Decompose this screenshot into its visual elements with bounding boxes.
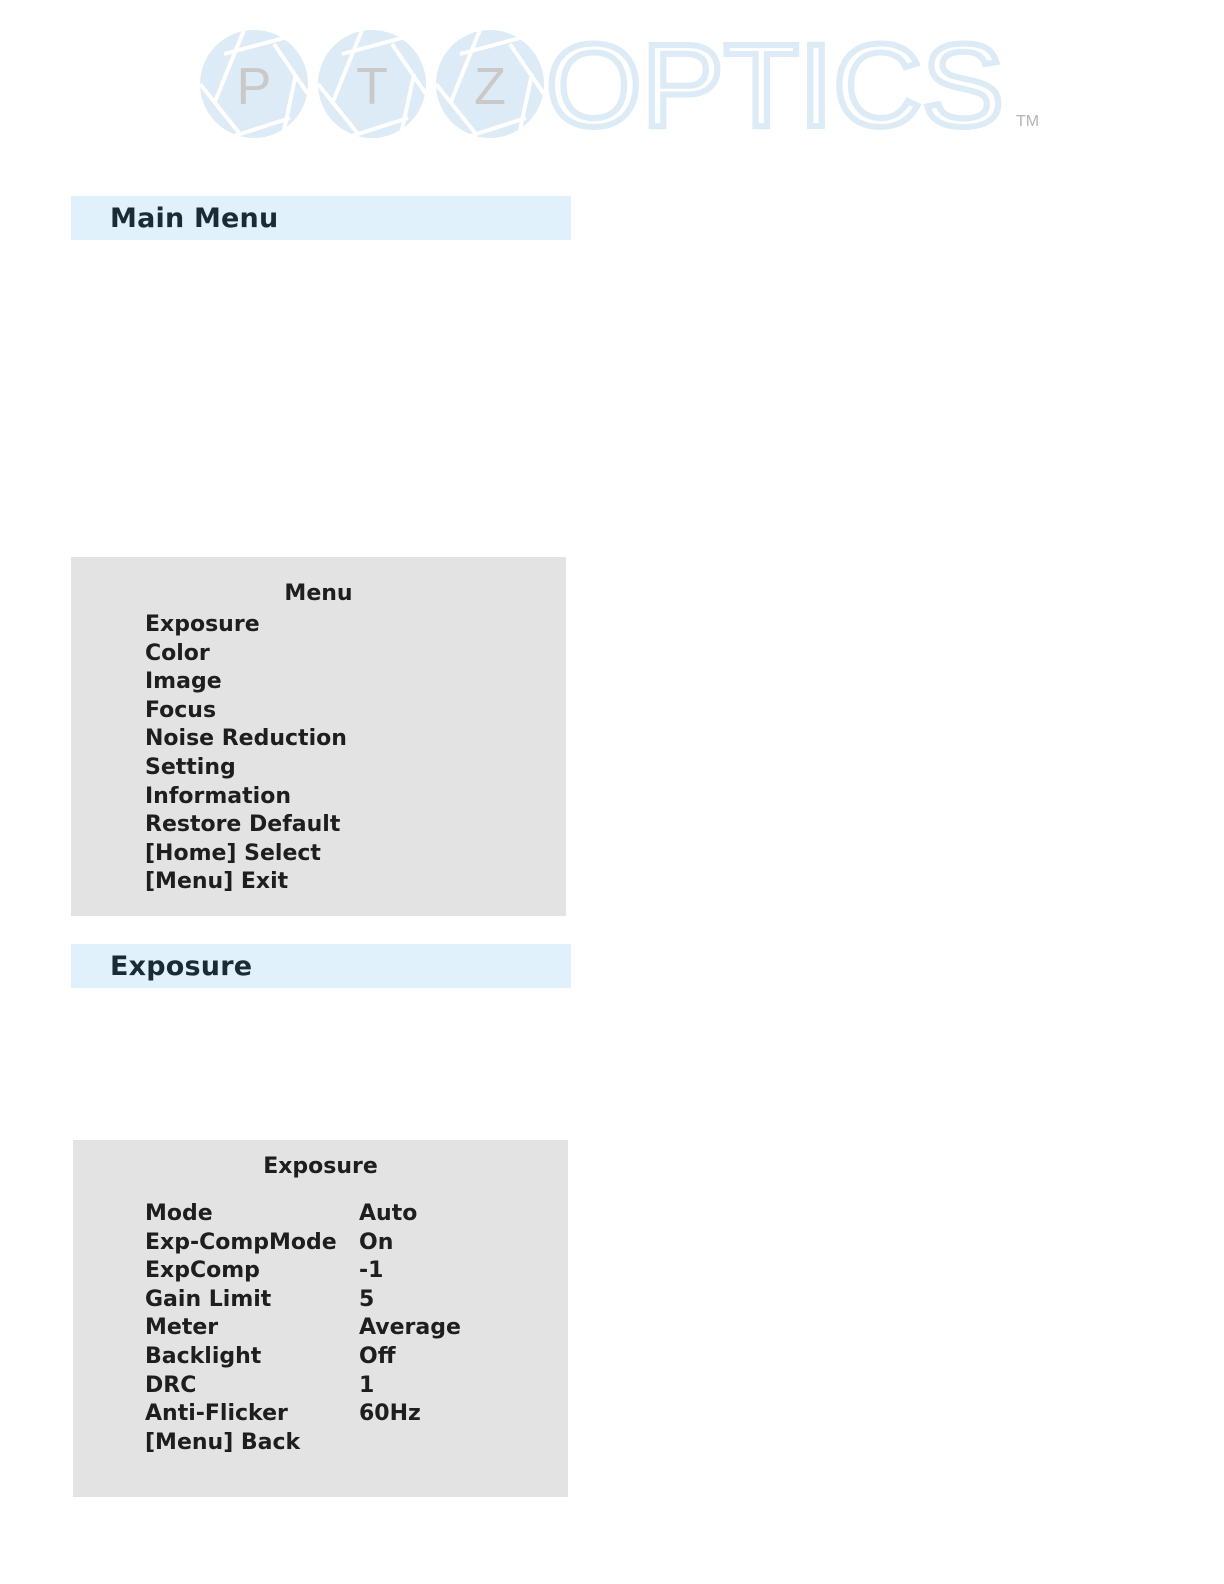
setting-label: Gain Limit (145, 1286, 272, 1312)
setting-label: ExpComp (145, 1258, 260, 1284)
setting-row-meter[interactable] (145, 1314, 461, 1343)
setting-row-anti-flicker[interactable] (145, 1400, 461, 1429)
menu-item-image[interactable]: Image (145, 669, 222, 695)
setting-row-backlight[interactable] (145, 1343, 461, 1372)
logo-trademark: TM (1016, 113, 1040, 130)
setting-label: DRC (145, 1372, 197, 1398)
panel-heading: Menu (284, 581, 353, 606)
panel-heading: Exposure (263, 1154, 378, 1179)
logo-letter-z: Z (474, 58, 506, 116)
logo-wordmark: OPTICS (546, 28, 1004, 140)
menu-hint-menu-back (145, 1429, 461, 1458)
exposure-settings-list (145, 1200, 461, 1457)
section-title: Main Menu (110, 203, 279, 234)
section-header-exposure (71, 944, 571, 988)
menu-hint-menu-exit: [Menu] Exit (145, 869, 289, 895)
menu-item-information[interactable]: Information (145, 783, 291, 809)
menu-hint-home-select: [Home] Select (145, 840, 321, 866)
setting-value: -1 (359, 1258, 384, 1284)
setting-label: Exp-CompMode (145, 1229, 337, 1255)
setting-label: Meter (145, 1315, 219, 1341)
setting-row-drc[interactable] (145, 1372, 461, 1401)
section-header-main-menu (71, 196, 571, 240)
section-title: Exposure (110, 951, 253, 982)
main-menu-panel (71, 557, 566, 916)
ptzoptics-logo (196, 28, 1056, 140)
setting-value: 60Hz (359, 1401, 421, 1427)
setting-value: Auto (359, 1201, 418, 1226)
aperture-icon-t (318, 30, 426, 138)
setting-value: 5 (359, 1286, 375, 1312)
menu-item-restore-default[interactable]: Restore Default (145, 812, 341, 838)
setting-label: Backlight (145, 1343, 262, 1369)
setting-label: [Menu] Back (145, 1429, 301, 1455)
setting-value: Off (359, 1343, 396, 1369)
aperture-icon-z (436, 30, 544, 138)
menu-item-color[interactable]: Color (145, 640, 210, 666)
main-menu-list (145, 611, 347, 897)
setting-value: On (359, 1229, 394, 1255)
setting-value: Average (359, 1315, 461, 1341)
setting-row-mode[interactable] (145, 1200, 461, 1229)
setting-row-expcomp[interactable] (145, 1257, 461, 1286)
logo-letter-t: T (356, 58, 388, 116)
exposure-menu-panel (73, 1140, 568, 1497)
menu-item-focus[interactable]: Focus (145, 697, 217, 723)
logo-letter-p: P (236, 58, 272, 116)
setting-label: Mode (145, 1201, 213, 1226)
setting-row-gain-limit[interactable] (145, 1286, 461, 1315)
setting-value: 1 (359, 1372, 375, 1398)
setting-row-exp-compmode[interactable] (145, 1229, 461, 1258)
menu-item-noise-reduction[interactable]: Noise Reduction (145, 726, 347, 752)
menu-item-setting[interactable]: Setting (145, 754, 236, 780)
aperture-icon-p (200, 30, 308, 138)
setting-label: Anti-Flicker (145, 1401, 288, 1427)
menu-item-exposure[interactable]: Exposure (145, 612, 260, 637)
